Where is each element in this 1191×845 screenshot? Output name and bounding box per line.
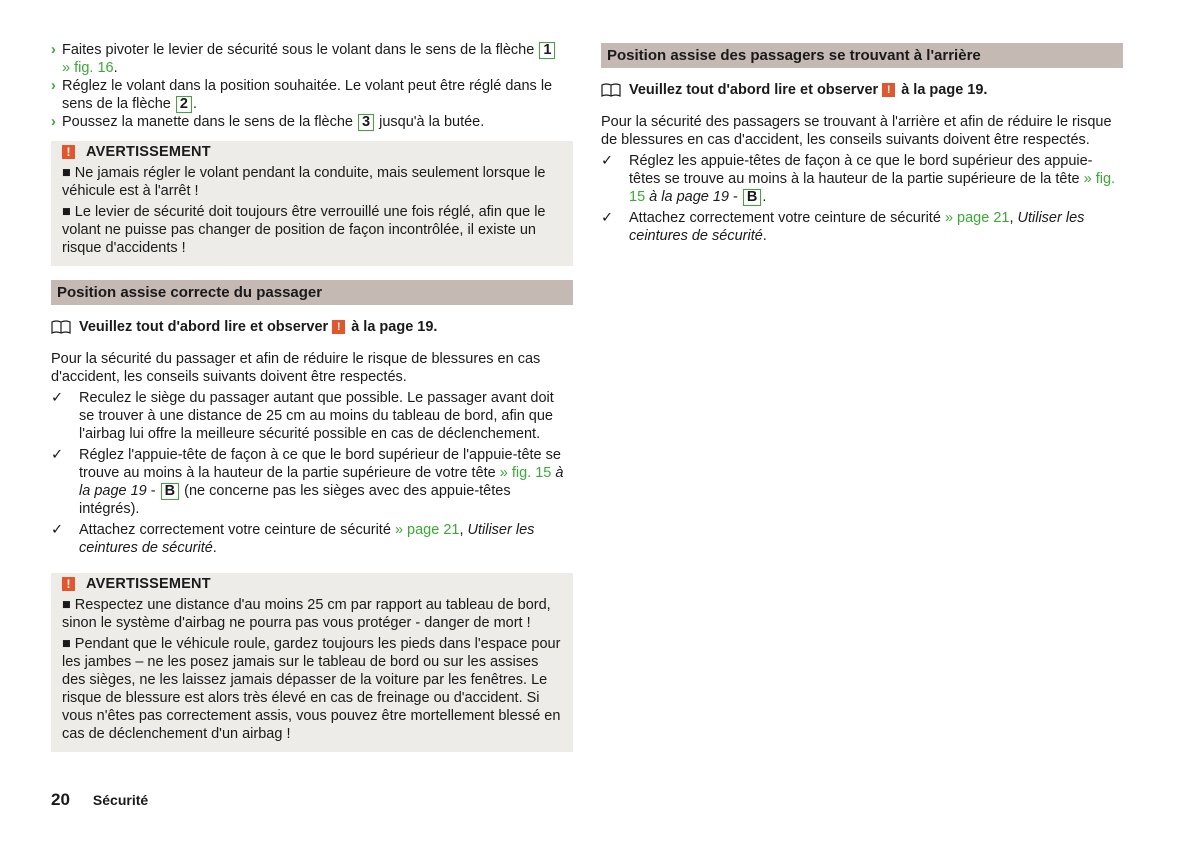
warning-text: ■ Le levier de sécurité doit toujours être verrouillé une fois réglé, afin que le volant ne puisse pas changer de position de façon incontrôlée, il existe un risque d'accidents !: [62, 204, 546, 256]
warning-icon: !: [332, 320, 345, 334]
arrow-marker: 1: [539, 42, 555, 59]
book-icon: [601, 83, 621, 97]
list-item: ✓ Attachez correctement votre ceinture de sécurité » page 21, Utiliser les ceintures de sécurité.: [51, 522, 535, 556]
page-footer: [51, 791, 148, 809]
arrow-marker: 3: [358, 114, 374, 131]
chevron-icon: ›: [51, 114, 56, 130]
warning-box: [51, 573, 573, 752]
instruction-step: › Poussez la manette dans le sens de la flèche 3 jusqu'à la butée.: [51, 114, 485, 130]
instruction-step: › Réglez le volant dans la position souhaitée. Le volant peut être réglé dans le sens de la flèche 2 .: [51, 78, 553, 112]
read-first-note: Veuillez tout d'abord lire et observer ! à la page 19.: [601, 81, 1123, 99]
intro-paragraph: Pour la sécurité du passager et afin de réduire le risque de blessures en cas d'accident, les conseils suivants doivent être respectés.: [51, 351, 541, 385]
warning-box: [51, 141, 573, 266]
list-item: ✓ Réglez l'appuie-tête de façon à ce que le bord supérieur de l'appuie-tête se trouve au moins à la hauteur de la partie supérieure de votre tête » fig. 15 à la page 19 - B (ne concerne pas les sièges avec des appuie-têtes intégrés).: [51, 447, 564, 517]
warning-text: ■ Pendant que le véhicule roule, gardez toujours les pieds dans l'espace pour les jambes – ne les posez jamais sur le tableau de bord ou sur les assises des sièges, ne les laissez jamais dépasser de la voiture par les fenêtres. Le risque de blessure est alors très élevé en cas de freinage ou d'accident. Si vous n'êtes pas correctement assis, vous pouvez être mortellement blessé en cas de déclenchement d'un airbag !: [62, 636, 561, 742]
list-item: ✓ Reculez le siège du passager autant que possible. Le passager avant doit se trouver à une distance de 25 cm au moins du tableau de bord, afin que l'airbag lui offre la meilleure sécurité possible en cas de déclenchement.: [51, 390, 554, 442]
figure-link[interactable]: » fig. 15: [499, 465, 552, 481]
figure-link[interactable]: » fig. 16: [62, 60, 114, 76]
check-icon: ✓: [51, 447, 64, 463]
figure-link[interactable]: » fig. 15: [629, 171, 1116, 205]
warning-title: AVERTISSEMENT: [86, 576, 211, 592]
read-first-note: Veuillez tout d'abord lire et observer ! à la page 19.: [51, 318, 573, 336]
list-item: ✓ Attachez correctement votre ceinture de sécurité » page 21, Utiliser les ceintures de sécurité.: [601, 210, 1085, 244]
section-title: Position assise correcte du passager: [51, 280, 573, 305]
chevron-icon: ›: [51, 78, 56, 94]
position-marker: B: [743, 189, 761, 206]
chapter-title: Sécurité: [92, 792, 149, 808]
warning-icon: !: [62, 577, 75, 591]
warning-icon: !: [882, 83, 895, 97]
right-column: [601, 43, 1123, 248]
warning-text: ■ Respectez une distance d'au moins 25 cm par rapport au tableau de bord, sinon le système d'airbag ne pourra pas vous protéger - danger de mort !: [62, 597, 551, 631]
warning-icon: !: [62, 145, 75, 159]
intro-paragraph: Pour la sécurité des passagers se trouvant à l'arrière et afin de réduire le risque de blessures en cas d'accident, les conseils suivants doivent être respectés.: [601, 114, 1112, 148]
check-icon: ✓: [601, 153, 614, 169]
arrow-marker: 2: [176, 96, 192, 113]
page-link[interactable]: » page 21: [944, 210, 1010, 226]
check-icon: ✓: [51, 390, 64, 406]
warning-text: ■ Ne jamais régler le volant pendant la conduite, mais seulement lorsque le véhicule est à l'arrêt !: [62, 165, 546, 199]
check-list: [601, 152, 1123, 245]
check-icon: ✓: [601, 210, 614, 226]
check-icon: ✓: [51, 522, 64, 538]
position-marker: B: [161, 483, 179, 500]
warning-title: AVERTISSEMENT: [86, 144, 211, 160]
check-list: [51, 389, 573, 557]
list-item: ✓ Réglez les appuie-têtes de façon à ce que le bord supérieur des appuie-têtes se trouve au moins à la hauteur de la partie supérieure de la tête » fig. 15 à la page 19 - B .: [601, 153, 1116, 205]
left-column: [51, 41, 573, 752]
book-icon: [51, 320, 71, 334]
section-title: Position assise des passagers se trouvant à l'arrière: [601, 43, 1123, 68]
page-number: 20: [51, 790, 70, 809]
page-link[interactable]: » page 21: [394, 522, 460, 538]
chevron-icon: ›: [51, 42, 56, 58]
instruction-step: › Faites pivoter le levier de sécurité sous le volant dans le sens de la flèche 1 » fig. 16.: [51, 41, 573, 77]
